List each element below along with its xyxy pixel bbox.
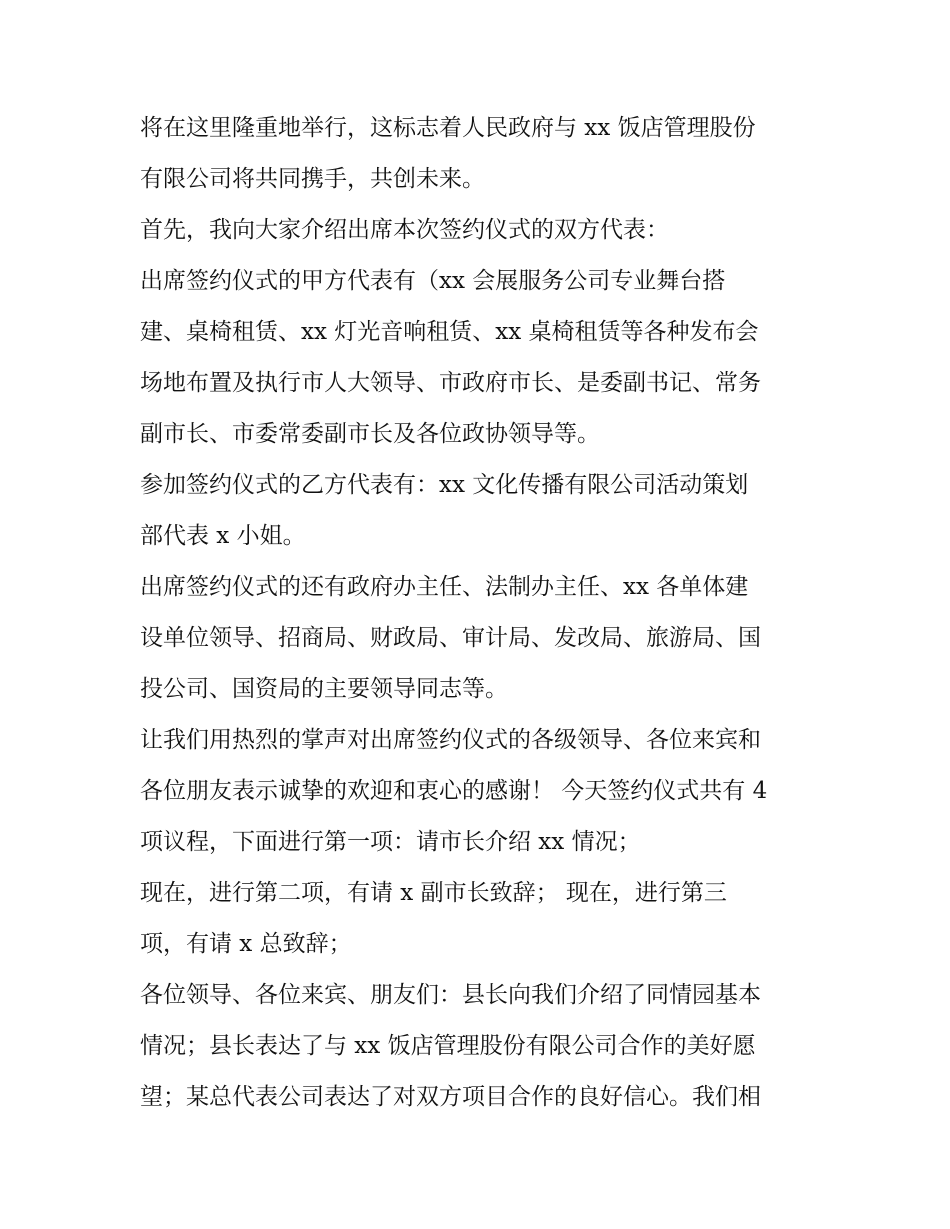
text-line-13: 让我们用热烈的掌声对出席签约仪式的各级领导、各位来宾和: [140, 727, 761, 753]
text-line-9: 部代表 x 小姐。: [140, 523, 306, 549]
text-line-4: 出席签约仪式的甲方代表有（xx 会展服务公司专业舞台搭: [140, 268, 726, 294]
text-line-10: 出席签约仪式的还有政府办主任、法制办主任、xx 各单体建: [140, 574, 749, 600]
text-line-3: 首先，我向大家介绍出席本次签约仪式的双方代表：: [140, 217, 669, 243]
text-line-8: 参加签约仪式的乙方代表有：xx 文化传播有限公司活动策划: [140, 472, 749, 498]
text-line-15: 项议程，下面进行第一项：请市长介绍 xx 情况；: [140, 829, 641, 855]
text-line-18: 各位领导、各位来宾、朋友们：县长向我们介绍了同情园基本: [140, 982, 761, 1008]
text-line-14: 各位朋友表示诚挚的欢迎和衷心的感谢！ 今天签约仪式共有 4: [140, 778, 768, 804]
text-line-16: 现在，进行第二项，有请 x 副市长致辞； 现在，进行第三: [140, 880, 727, 906]
text-line-12: 投公司、国资局的主要领导同志等。: [140, 676, 508, 702]
text-line-6: 场地布置及执行市人大领导、市政府市长、是委副书记、常务: [140, 370, 761, 396]
text-line-19: 情况；县长表达了与 xx 饭店管理股份有限公司合作的美好愿: [140, 1033, 756, 1059]
text-line-1: 将在这里隆重地举行，这标志着人民政府与 xx 饭店管理股份: [140, 115, 756, 141]
text-line-2: 有限公司将共同携手，共创未来。: [140, 166, 485, 192]
text-line-17: 项，有请 x 总致辞；: [140, 931, 352, 957]
document-body: [140, 103, 820, 1123]
text-line-11: 设单位领导、招商局、财政局、审计局、发改局、旅游局、国: [140, 625, 761, 651]
text-line-7: 副市长、市委常委副市长及各位政协领导等。: [140, 421, 600, 447]
text-line-20: 望；某总代表公司表达了对双方项目合作的良好信心。我们相: [140, 1084, 761, 1110]
text-line-5: 建、桌椅租赁、xx 灯光音响租赁、xx 桌椅租赁等各种发布会: [140, 319, 759, 345]
